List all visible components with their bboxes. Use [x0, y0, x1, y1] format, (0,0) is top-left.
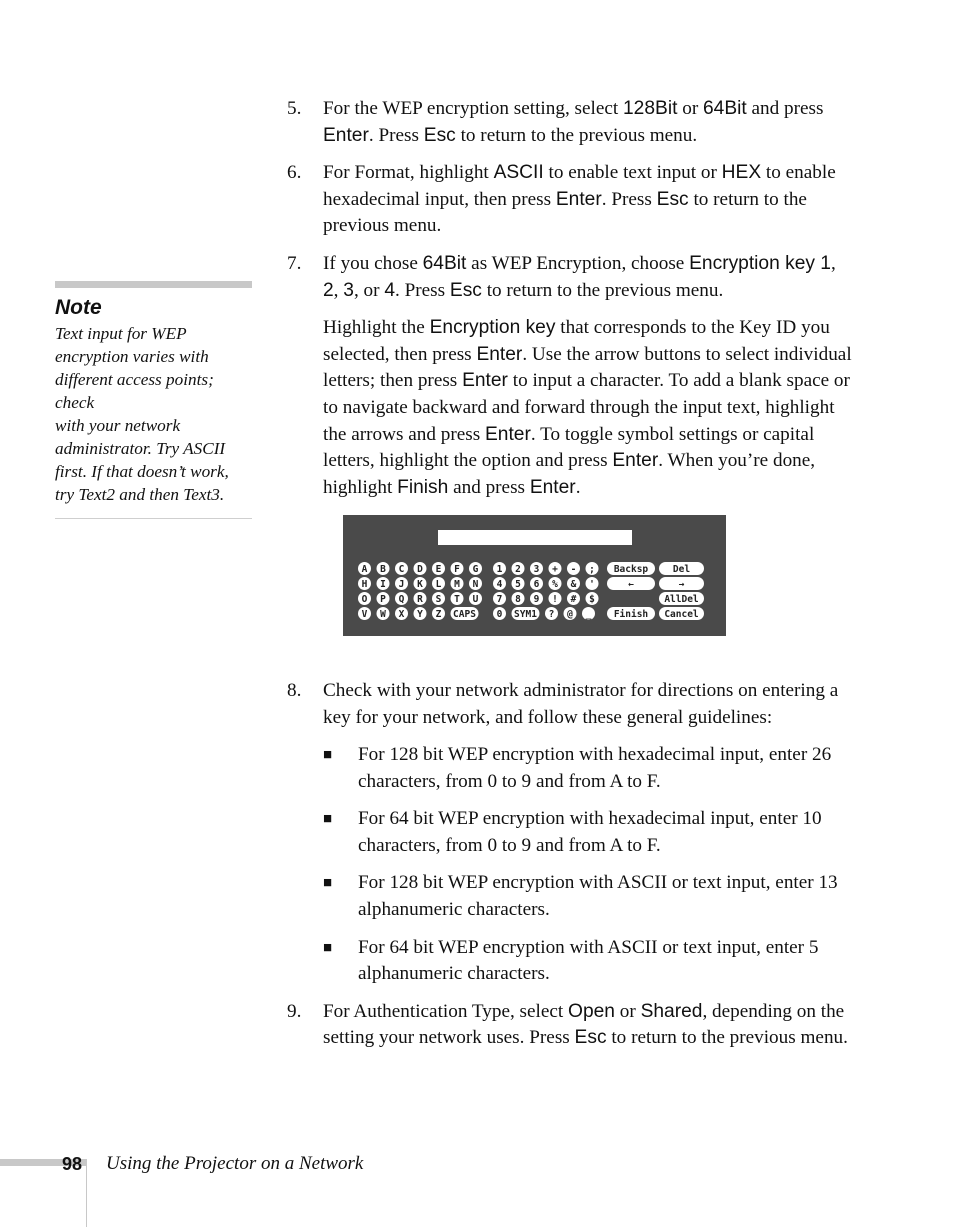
- text-run: to return to the previous menu.: [606, 1027, 848, 1049]
- note-line: Text input for WEP: [55, 324, 187, 343]
- key-a[interactable]: A: [361, 564, 368, 576]
- key-w[interactable]: W: [380, 609, 386, 621]
- step-text: [323, 96, 852, 149]
- ui-term: 128Bit: [623, 98, 678, 119]
- ui-term: Enter: [476, 343, 523, 365]
- note-line: first. If that doesn’t work,: [55, 462, 229, 481]
- key-sym-1-1[interactable]: %: [552, 579, 558, 591]
- footer-divider: [86, 1159, 87, 1227]
- key-z[interactable]: Z: [435, 609, 442, 621]
- text-run: .: [575, 476, 581, 498]
- list-item-text: For 64 bit WEP encryption with ASCII or text input, enter 5 alphanumeric characters.: [358, 936, 819, 985]
- text-run: , or: [353, 279, 385, 301]
- key-n[interactable]: N: [472, 579, 479, 591]
- text-run: . Use the arrow buttons to select individual letters; then press: [323, 343, 852, 392]
- list-item-text: For 64 bit WEP encryption with hexadecimal input, enter 10 characters, from 0 to 9 and from A to F.: [358, 808, 822, 856]
- key-m[interactable]: M: [454, 579, 460, 591]
- step-number: 5.: [287, 98, 302, 119]
- step-text: [323, 160, 852, 240]
- text-run: ,: [830, 252, 836, 274]
- list-item: [323, 935, 852, 988]
- bullet-square-icon: ■: [323, 939, 333, 956]
- step-number: 6.: [287, 162, 302, 184]
- key-sym-1-1[interactable]: 6: [533, 579, 540, 591]
- text-run: If you chose: [323, 252, 423, 274]
- note-text: [55, 322, 252, 506]
- key-sym-0-1[interactable]: 3: [533, 564, 540, 576]
- bullet-square-icon: ■: [323, 811, 333, 828]
- text-run: For Authentication Type, select: [323, 1000, 569, 1022]
- step-5: [287, 96, 852, 149]
- onscreen-keyboard-figure: [343, 515, 726, 636]
- list-item-text: For 128 bit WEP encryption with hexadecimal input, enter 26 characters, from 0 to 9 and from A to F.: [358, 744, 832, 792]
- ui-term: Finish: [397, 476, 449, 498]
- key-sym-2-1[interactable]: 8: [515, 594, 521, 606]
- delete-all-key[interactable]: AllDel: [664, 594, 699, 606]
- text-run: or: [677, 98, 703, 119]
- ui-term: Enter: [529, 476, 576, 498]
- step-8: [287, 678, 852, 988]
- list-item: [323, 870, 852, 923]
- note-line: administrator. Try ASCII: [55, 439, 226, 458]
- instruction-steps: [287, 96, 852, 1063]
- key-sym-0-1[interactable]: 2: [515, 564, 521, 576]
- key-q[interactable]: Q: [398, 594, 405, 606]
- step-7: [287, 251, 852, 667]
- key-sym-2-1[interactable]: #: [570, 594, 577, 606]
- key-sym-3-4[interactable]: SYM1: [514, 609, 537, 621]
- text-run: as WEP Encryption, choose: [466, 252, 690, 274]
- text-run: to enable hexadecimal input, then press: [323, 162, 836, 210]
- key-d[interactable]: D: [417, 564, 423, 576]
- key-sym-2-1[interactable]: !: [552, 594, 558, 606]
- list-item-text: For 128 bit WEP encryption with ASCII or text input, enter 13 alphanumeric characters.: [358, 872, 838, 921]
- key-g[interactable]: G: [472, 564, 479, 576]
- ui-term: Shared: [640, 1000, 703, 1022]
- key-j[interactable]: J: [398, 579, 405, 591]
- key-sym-0-1[interactable]: +: [552, 564, 558, 576]
- key-sym-1-1[interactable]: &: [570, 579, 577, 591]
- step-number: 9.: [287, 1000, 302, 1022]
- text-run: . To toggle symbol settings or capital letters, highlight the option and press: [323, 423, 815, 472]
- note-line: encryption varies with: [55, 347, 209, 366]
- text-run: , depending on the setting your network uses. Press: [323, 1000, 845, 1049]
- text-run: . When you’re done, highlight: [323, 450, 816, 498]
- key-sym-3-1[interactable]: _: [585, 609, 592, 621]
- page-number: 98: [62, 1154, 83, 1174]
- ui-term: 4: [384, 279, 395, 301]
- ui-term: 64Bit: [422, 252, 467, 274]
- key-caps[interactable]: CAPS: [453, 609, 476, 621]
- text-run: For the WEP encryption setting, select: [323, 98, 624, 119]
- guideline-list: [323, 742, 852, 988]
- key-sym-0-1[interactable]: 1: [496, 564, 503, 576]
- text-run: to return to the previous menu.: [455, 124, 698, 146]
- ui-term: Open: [568, 1000, 615, 1022]
- step-number: 7.: [287, 252, 302, 274]
- key-sym-2-1[interactable]: 9: [533, 594, 540, 606]
- ui-term: HEX: [721, 162, 762, 184]
- text-run: For Format, highlight: [323, 162, 494, 184]
- key-sym-0-1[interactable]: -: [570, 564, 577, 576]
- key-sym-1-1[interactable]: 4: [496, 579, 503, 591]
- key-o[interactable]: O: [361, 594, 368, 606]
- text-run: . Press: [394, 279, 450, 301]
- key-v[interactable]: V: [361, 609, 368, 621]
- ui-term: Esc: [449, 279, 482, 301]
- key-sym-2-1[interactable]: $: [589, 594, 595, 606]
- key-e[interactable]: E: [435, 564, 442, 576]
- key-sym-1-1[interactable]: ': [589, 579, 595, 591]
- note-line: with your network: [55, 416, 181, 435]
- step-text: Check with your network administrator for directions on entering a key for your network, and follow these general guidelines:: [323, 679, 839, 728]
- text-run: and press: [746, 98, 824, 119]
- step-9: [287, 999, 852, 1052]
- step-body: [323, 251, 852, 667]
- list-item: [323, 806, 852, 859]
- key-f[interactable]: F: [454, 564, 460, 576]
- ui-term: 64Bit: [703, 98, 747, 119]
- note-heading: Note: [55, 296, 102, 319]
- list-item: [323, 742, 852, 795]
- ui-term: 2: [323, 279, 334, 301]
- text-run: that corresponds to the Key ID you selected, then press: [323, 317, 830, 365]
- step-text: [323, 315, 852, 501]
- key-input-field: [438, 530, 632, 545]
- ui-term: ASCII: [493, 162, 544, 184]
- note-line: try Text2 and then Text3.: [55, 485, 225, 504]
- text-run: and press: [448, 476, 530, 498]
- ui-term: 3: [343, 279, 354, 301]
- key-i[interactable]: I: [380, 579, 386, 591]
- ui-term: Esc: [574, 1027, 607, 1049]
- key-l[interactable]: L: [435, 579, 442, 591]
- ui-term: Enter: [462, 370, 508, 392]
- text-run: to return to the previous menu.: [323, 188, 807, 237]
- key-y[interactable]: Y: [417, 609, 423, 621]
- ui-term: Esc: [423, 124, 456, 146]
- key-sym-3-1[interactable]: ?: [548, 609, 555, 621]
- key-p[interactable]: P: [380, 594, 386, 606]
- key-c[interactable]: C: [398, 564, 405, 576]
- step-number: 8.: [287, 679, 302, 701]
- text-run: Highlight the: [323, 317, 430, 339]
- key-k[interactable]: K: [417, 579, 423, 591]
- text-run: ,: [333, 279, 344, 301]
- text-run: . Press: [601, 188, 657, 210]
- key-t[interactable]: T: [454, 594, 460, 606]
- key-s[interactable]: S: [435, 594, 442, 606]
- running-title: Using the Projector on a Network: [106, 1153, 364, 1174]
- key-u[interactable]: U: [472, 594, 479, 606]
- key-b[interactable]: B: [380, 564, 386, 576]
- ui-term: Enter: [612, 450, 659, 472]
- key-sym-3-1[interactable]: 0: [496, 609, 503, 621]
- text-run: . Press: [368, 124, 424, 146]
- text-run: to return to the previous menu.: [481, 279, 724, 301]
- text-run: to enable text input or: [543, 162, 722, 184]
- text-run: to input a character. To add a blank space or to navigate backward and forward through the input text, highlight the arrows and press: [323, 370, 850, 445]
- ui-term: Encryption key: [429, 317, 556, 339]
- note-bottom-rule: [55, 518, 252, 519]
- cancel-key[interactable]: Cancel: [664, 609, 699, 621]
- sidebar-note: [55, 281, 252, 519]
- bullet-square-icon: ■: [323, 747, 333, 764]
- key-sym-2-1[interactable]: 7: [496, 594, 503, 606]
- ui-term: Esc: [656, 188, 689, 210]
- step-body: [323, 678, 852, 988]
- ui-term: Enter: [484, 423, 531, 445]
- backspace-key[interactable]: Backsp: [613, 564, 649, 576]
- cursor-left-key[interactable]: ←: [628, 579, 634, 591]
- ui-term: Enter: [555, 188, 602, 210]
- key-sym-0-1[interactable]: ;: [589, 564, 595, 576]
- note-line: different access points; check: [55, 370, 214, 412]
- delete-key[interactable]: Del: [672, 564, 691, 576]
- text-run: or: [614, 1000, 641, 1022]
- key-x[interactable]: X: [398, 609, 405, 621]
- step-text: [323, 999, 852, 1052]
- step-6: [287, 160, 852, 240]
- ui-term: Enter: [323, 124, 369, 146]
- cursor-right-key[interactable]: →: [678, 579, 685, 591]
- note-top-bar: [55, 281, 252, 288]
- key-sym-1-1[interactable]: 5: [515, 579, 521, 591]
- key-r[interactable]: R: [417, 594, 423, 606]
- key-h[interactable]: H: [361, 579, 368, 591]
- key-sym-3-1[interactable]: @: [567, 609, 573, 621]
- ui-term: Encryption key 1: [689, 252, 831, 274]
- bullet-square-icon: ■: [323, 875, 333, 892]
- finish-key[interactable]: Finish: [613, 609, 649, 621]
- step-text: [323, 251, 852, 304]
